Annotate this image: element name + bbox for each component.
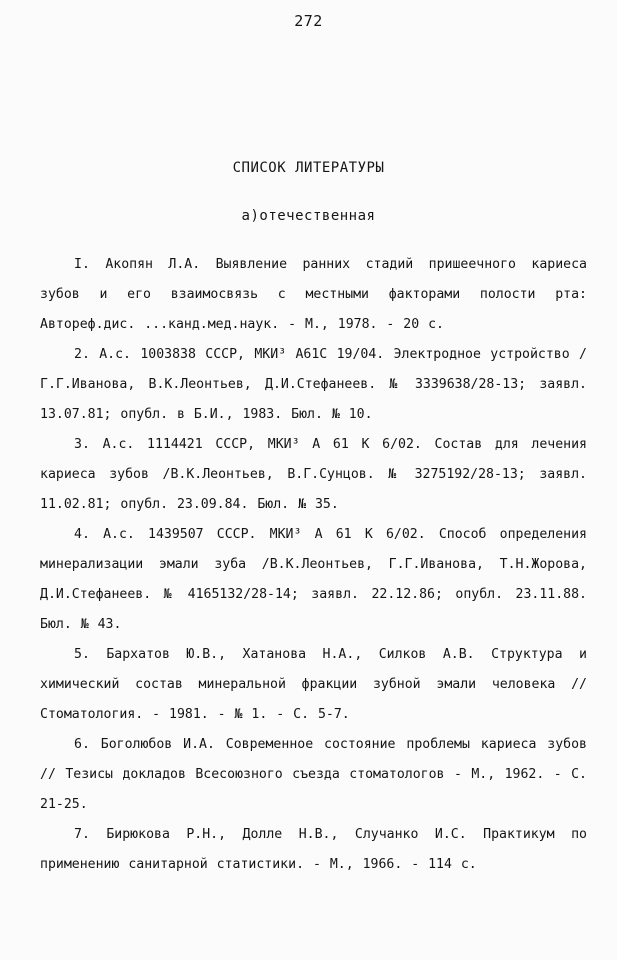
reference-item: 2. А.с. 1003838 СССР, МКИ³ А61С 19/04. Электродное устройство /Г.Г.Иванова, В.К.Леонтьев, Д.И.Стефанеев. № 3339638/28-13; заявл. 13.07.81; опубл. в Б.И., 1983. Бюл. № 10. — [40, 347, 587, 422]
page-number: 272 — [294, 12, 323, 30]
reference-list — [40, 250, 587, 880]
reference-item: I. Акопян Л.А. Выявление ранних стадий пришеечного кариеса зубов и его взаимосвязь с местными факторами полости рта: Автореф.дис. ...канд.мед.наук. - М., 1978. - 20 с. — [40, 257, 587, 332]
reference-item: 6. Боголюбов И.А. Современное состояние проблемы кариеса зубов // Тезисы докладов Всесоюзного съезда стоматологов - М., 1962. - С. 21-25. — [40, 737, 587, 812]
reference-item: 3. А.с. 1114421 СССР, МКИ³ А 61 К 6/02. Состав для лечения кариеса зубов /В.К.Леонтьев, В.Г.Сунцов. № 3275192/28-13; заявл. 11.02.81; опубл. 23.09.84. Бюл. № 35. — [40, 437, 587, 512]
reference-item: 5. Бархатов Ю.В., Хатанова Н.А., Силков А.В. Структура и химический состав минеральной фракции зубной эмали человека // Стоматология. - 1981. - № 1. - С. 5-7. — [40, 647, 587, 722]
section-title: СПИСОК ЛИТЕРАТУРЫ — [232, 160, 385, 176]
reference-item: 4. А.с. 1439507 СССР. МКИ³ А 61 К 6/02. Способ определения минерализации эмали зуба /В.К.Леонтьев, Г.Г.Иванова, Т.Н.Жорова, Д.И.Стефанеев. № 4165132/28-14; заявл. 22.12.86; опубл. 23.11.88. Бюл. № 43. — [40, 527, 587, 632]
section-subtitle: а)отечественная — [241, 208, 376, 224]
reference-item: 7. Бирюкова Р.Н., Долле Н.В., Случанко И.С. Практикум по применению санитарной статистики. - М., 1966. - 114 с. — [40, 827, 587, 872]
